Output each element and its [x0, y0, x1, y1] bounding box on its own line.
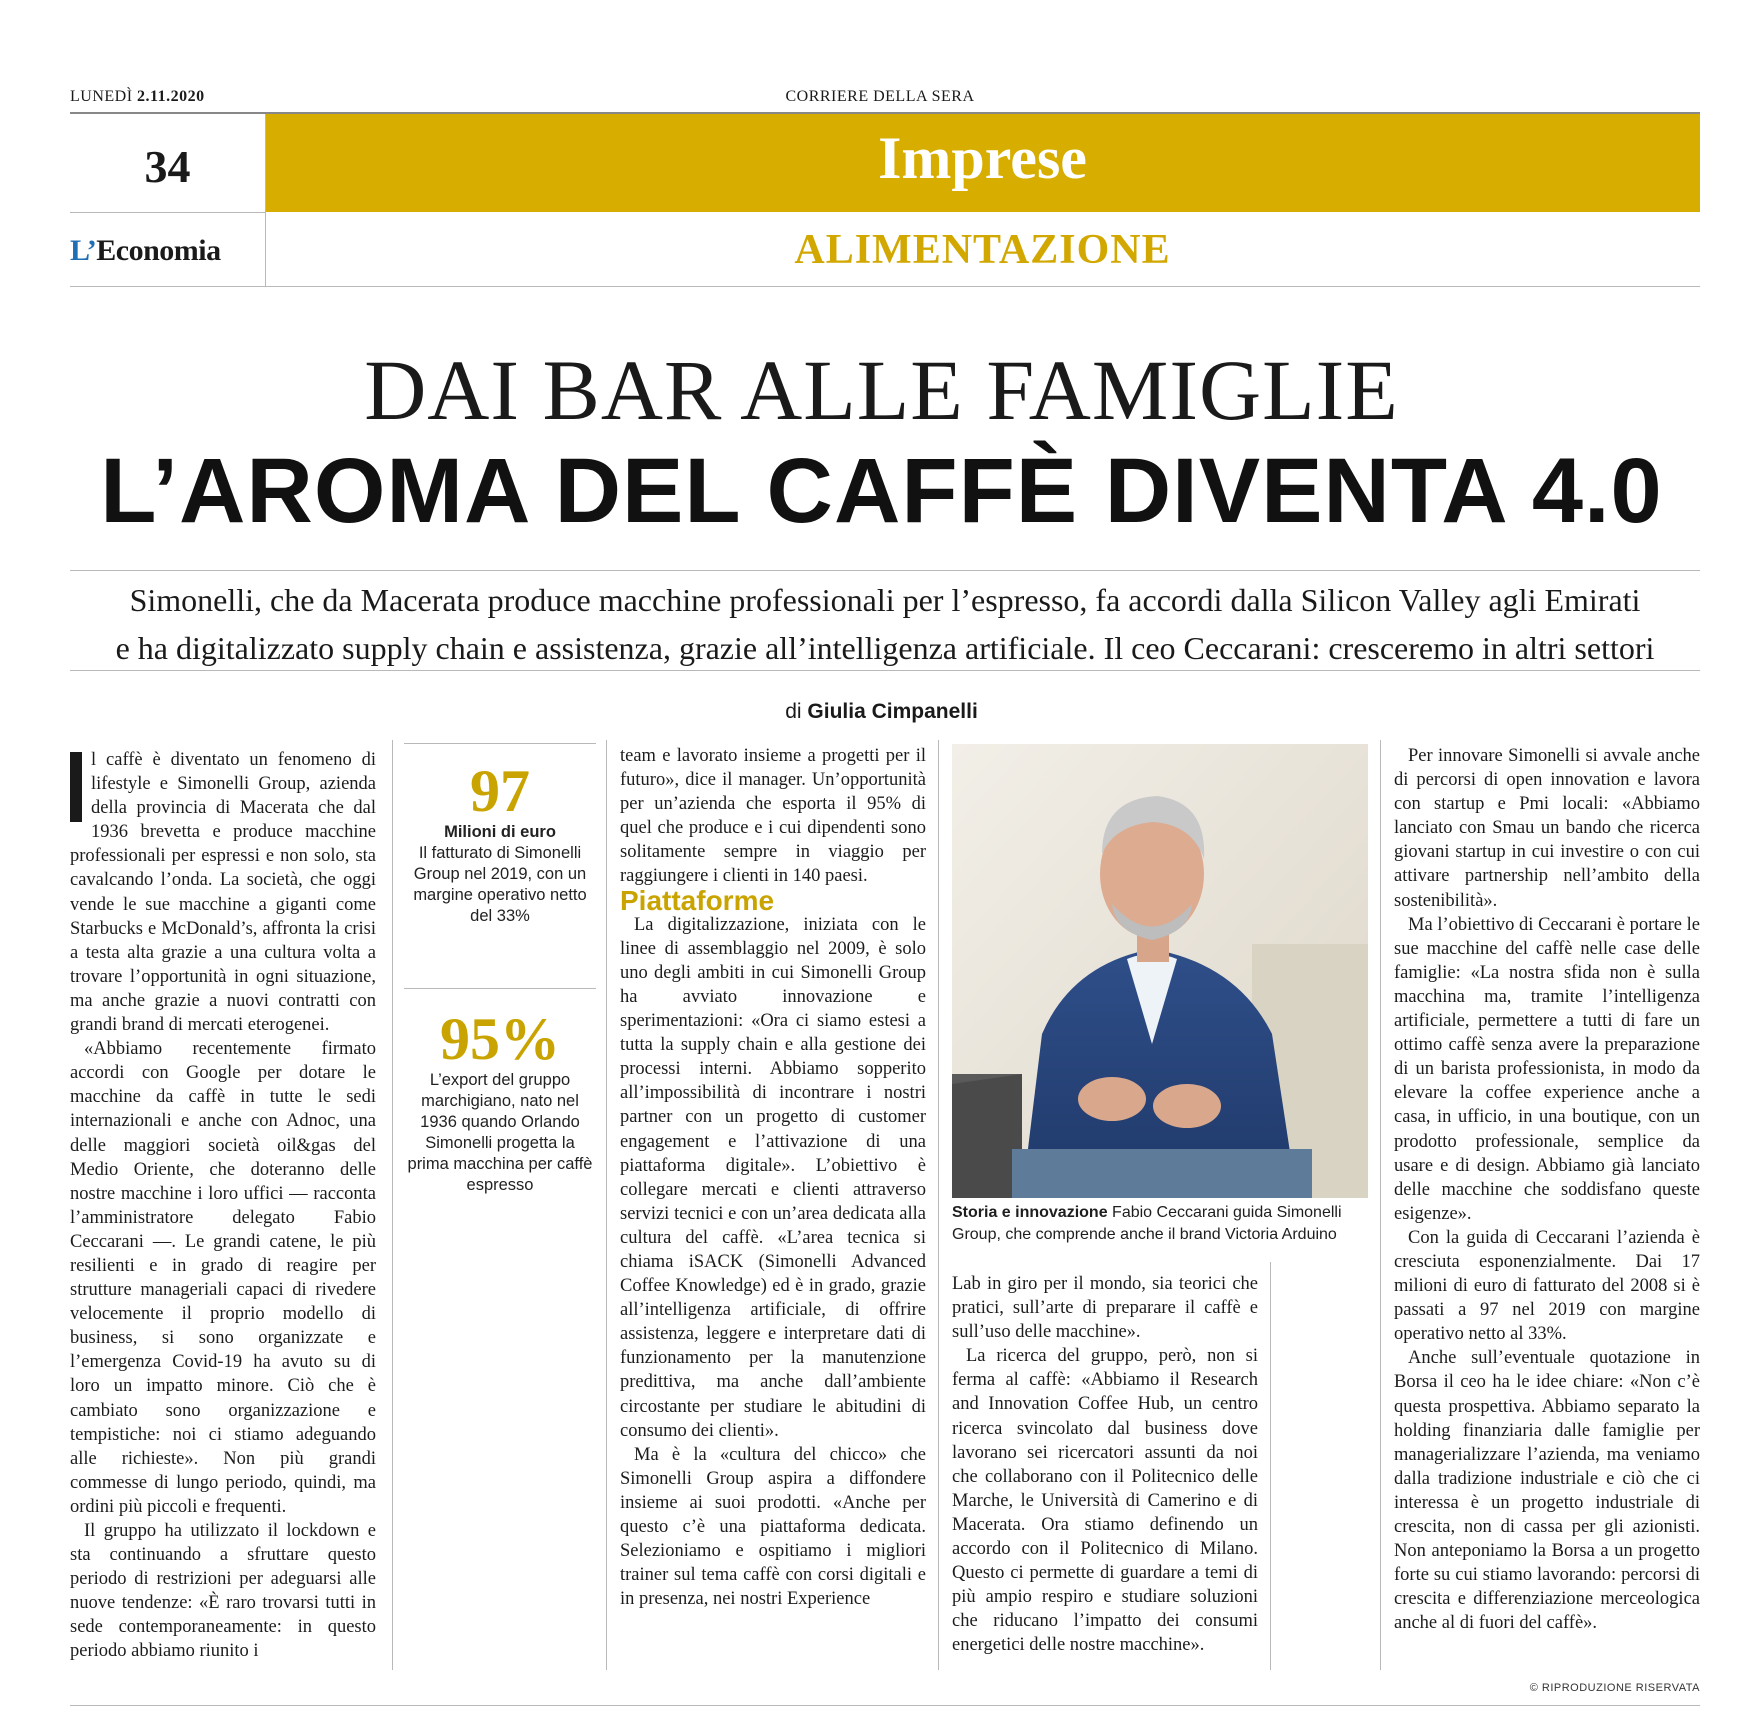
stat-label: Milioni di euro	[444, 823, 556, 841]
subhead-piattaforme: Piattaforme	[620, 884, 775, 916]
photo-illustration	[952, 744, 1368, 1198]
paragraph: Il gruppo ha utilizzato il lockdown e sta continuando a sfruttare questo periodo di restrizioni per adeguarsi alle nuove tendenze: «È raro trovarsi tutti in sede contemporaneamente: in questo periodo abbiamo riunito i	[70, 1521, 376, 1662]
article-column-4	[952, 1272, 1258, 1658]
paragraph: l caffè è diventato un fenomeno di lifestyle e Simonelli Group, azienda della provincia di Macerata che dal 1936 brevetta e produce macchine professionali per espressi e non solo, sta cavalcando l’onda. La società, che oggi vende le sue macchine a giganti come Starbucks e McDonald’s, affronta la crisi a testa alta grazie a una cultura volta a trovare l’opportunità in ogni situazione, ma anche grazie a nuovi contratti con grandi brand di mercati eterogenei.	[70, 750, 376, 1036]
column-rule	[392, 740, 393, 1670]
economia-logo: L’Economia	[70, 234, 221, 267]
caption-text: Fabio Ceccarani guida Simonelli Group, che comprende anche il brand Victoria Arduino	[952, 1204, 1342, 1243]
paragraph: team e lavorato insieme a progetti per il futuro», dice il manager. Un’opportunità per un’azienda che esporta il 95% di quel che produce e i cui dipendenti sono solitamente sempre in viaggio per raggiungere i clienti in 140 paesi.	[620, 746, 926, 887]
headline-kicker: DAI BAR ALLE FAMIGLIE	[364, 342, 1399, 438]
caption-title: Storia e innovazione	[952, 1204, 1108, 1221]
article-column-5	[1394, 744, 1700, 1635]
page-number: 34	[144, 141, 191, 192]
byline-author: Giulia Cimpanelli	[807, 700, 978, 723]
column-rule	[1380, 740, 1381, 1670]
article-column-1	[70, 748, 376, 1664]
subheadline	[70, 576, 1700, 672]
divider	[70, 286, 1700, 287]
copyright-note: © RIPRODUZIONE RISERVATA	[1529, 1682, 1700, 1694]
paragraph: Per innovare Simonelli si avvale anche di percorsi di open innovation e lavora con startup e Pmi locali: «Abbiamo lanciato con Smau un bando che ricerca giovani startup in cui investire o con cui attivare partnership nell’ambito della sostenibilità».	[1394, 746, 1700, 911]
subheadline-line-2: e ha digitalizzato supply chain e assistenza, grazie all’intelligenza artificiale. Il ceo Ceccarani: cresceremo in altri settori	[115, 630, 1655, 666]
divider	[404, 988, 596, 989]
byline	[0, 700, 1763, 724]
paragraph: Ma è la «cultura del chicco» che Simonelli Group aspira a diffondere insieme ai suoi prodotti. «Anche per questo c’è una piattaforma dedicata. Selezioniamo e ospitiamo i migliori trainer sul tema caffè con corsi digitali e in presenza, nei nostri Experience	[620, 1444, 926, 1610]
date-value: 2.11.2020	[137, 88, 205, 105]
byline-prefix: di	[785, 700, 802, 723]
stat-number: 97	[470, 758, 530, 824]
divider	[70, 670, 1700, 671]
stat-text: L’export del gruppo marchigiano, nato nel 1936 quando Orlando Simonelli progetta la prima macchina per caffè espresso	[407, 1071, 593, 1194]
column-rule	[606, 740, 607, 1670]
paragraph: La ricerca del gruppo, però, non si ferma al caffè: «Abbiamo il Research and Innovation Coffee Hub, un centro ricerca svincolato dal business dove lavorano sei ricercatori assunti da noi che collaborano con il Politecnico delle Marche, le Università di Camerino e di Macerata. Ora stiamo definendo un accordo con il Politecnico di Milano. Questo ci permette di guardare a temi di più ampio respiro e studiare soluzioni che riducano l’impatto dei consumi energetici delle nostre macchine».	[952, 1346, 1258, 1656]
divider	[70, 1705, 1700, 1706]
newspaper-name: CORRIERE DELLA SERA	[785, 88, 975, 105]
paragraph: La digitalizzazione, iniziata con le linee di assemblaggio nel 2009, è solo uno degli ambiti in cui Simonelli Group ha avviato innovazione e sperimentazioni: «Ora ci siamo estesi a tutta la supply chain e alla gestione dei processi interni. Abbiamo sopperito all’impossibilità di incontrare i nostri partner con un progetto di customer engagement e l’attivazione di una piattaforma digitale». L’obiettivo è collegare mercati e clienti attraverso servizi tecnici e con un’area dedicata alla cultura del caffè. «L’area tecnica si chiama iSACK (Simonelli Advanced Coffee Knowledge) ed è in grado, grazie all’intelligenza artificiale, di offrire assistenza, leggere e interpretare dati di funzionamento per la manutenzione predittiva, ma anche dall’ambiente circostante per studiare le abitudini di consumo dei clienti».	[620, 914, 926, 1441]
section-title: Imprese	[878, 125, 1087, 191]
divider	[70, 212, 265, 213]
category-label: ALIMENTAZIONE	[794, 227, 1171, 273]
divider	[404, 743, 596, 744]
divider	[70, 570, 1700, 571]
column-rule	[938, 740, 939, 1670]
stat-box-export	[404, 1008, 596, 1196]
photo-caption	[952, 1202, 1372, 1246]
stat-number: 95%	[440, 1006, 560, 1072]
stat-box-revenue	[404, 760, 596, 927]
paragraph: Lab in giro per il mondo, sia teorici che pratici, sull’arte di preparare il caffè e sull’uso delle macchine».	[952, 1274, 1258, 1343]
stat-text: Il fatturato di Simonelli Group nel 2019, con un margine operativo netto del 33%	[413, 844, 587, 925]
column-rule	[1270, 1262, 1271, 1670]
paragraph: Con la guida di Ceccarani l’azienda è cresciuta esponenzialmente. Dai 17 milioni di euro di fatturato del 2008 si è passati a 97 nel 2019 con margine operativo netto al 33%.	[1394, 1227, 1700, 1345]
date-line	[70, 88, 205, 106]
headline-title: L’AROMA DEL CAFFÈ DIVENTA 4.0	[100, 440, 1663, 542]
day-label: LUNEDÌ	[70, 88, 133, 105]
paragraph: Anche sull’eventuale quotazione in Borsa il ceo ha le idee chiare: «Non c’è questa prospettiva. Abbiamo separato la holding finanziaria dalle famiglie per managerializzare l’azienda, ma veniamo dalla tradizione industriale e ciò che ci interessa è un progetto industriale di crescita, non di cassa per gli azionisti. Non anteponiamo la Borsa a un progetto forte su cui stiamo lavorando: percorsi di crescita e differenziazione merceologica anche al di fuori del caffè».	[1394, 1348, 1700, 1634]
paragraph: Ma l’obiettivo di Ceccarani è portare le sue macchine del caffè nelle case delle famiglie: «La nostra sfida non è sulla macchina ma, tramite l’intelligenza artificiale, permettere a tutti di fare un ottimo caffè senza avere la preparazione di un barista professionista, in modo da elevare la coffee experience anche a casa, in ufficio, in una boutique, con un prodotto professionale, semplice da usare e di design. Abbiamo già lanciato delle macchine che soddisfano queste esigenze».	[1394, 914, 1700, 1224]
article-column-3	[620, 744, 926, 1611]
drop-cap	[70, 752, 82, 822]
portrait-photo	[952, 744, 1368, 1198]
subheadline-line-1: Simonelli, che da Macerata produce macchine professionali per l’espresso, fa accordi dalla Silicon Valley agli Emirati	[129, 582, 1641, 618]
paragraph: «Abbiamo recentemente firmato accordi con Google per dotare le macchine da caffè in tutte le sedi internazionali e anche con Adnoc, una delle maggiori società oil&gas del Medio Oriente, che doteranno delle nostre macchine i loro uffici — racconta l’amministratore delegato Fabio Ceccarani —. Le grandi catene, le più resilienti e in grado di reagire per strutture manageriali capaci di rivedere velocemente il proprio modello di business, si sono organizzate e l’emergenza Covid-19 ha avuto su di loro un impatto minore. Ciò che è cambiato sono organizzazione e tempistiche: noi ci stiamo adeguando alle richieste». Non più grandi commesse di lungo periodo, quindi, ma ordini più piccoli e frequenti.	[70, 1039, 376, 1517]
